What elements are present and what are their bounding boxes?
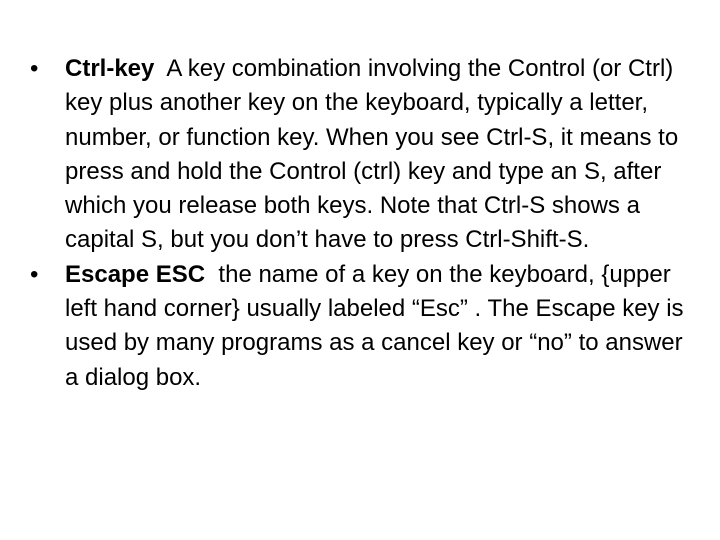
- definition-text: the name of a key on the keyboard, {upper left hand corner} usually labeled “Esc” . The Escape key is used by many programs as a cancel key or “no” to answer a dialog box.: [65, 260, 684, 391]
- term-label: Ctrl-key: [65, 55, 155, 82]
- definition-text: A key combination involving the Control (or Ctrl) key plus another key on the keyboard, typically a letter, number, or function key. When you see Ctrl-S, it means to press and hold the Control (ctrl) key and type an S, after which you release both keys. Note that Ctrl-S shows a capital S, but you don’t have to press Ctrl-Shift-S.: [65, 55, 679, 254]
- bullet-icon: •: [30, 55, 39, 82]
- list-item-ctrl-key: [30, 52, 702, 258]
- bullet-icon: •: [30, 260, 39, 288]
- bullet-list: [30, 52, 702, 395]
- list-item-escape: [30, 258, 702, 395]
- term-label: Escape ESC: [65, 260, 206, 288]
